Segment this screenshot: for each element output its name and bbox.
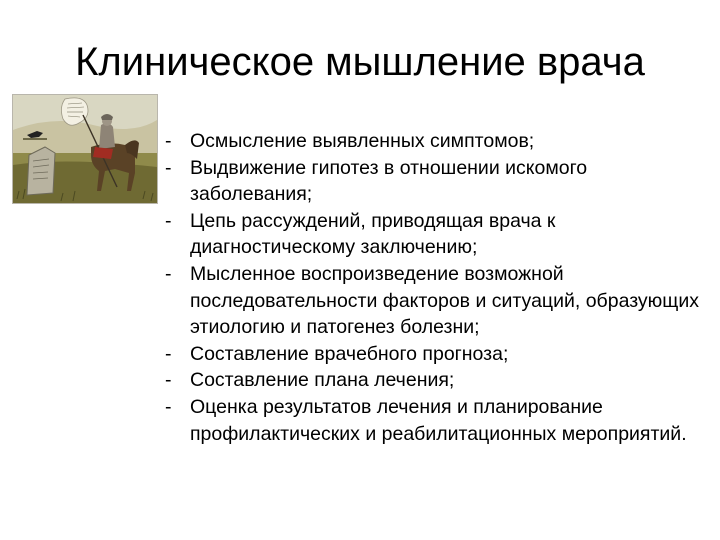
list-item xyxy=(165,128,710,155)
bullet-dash: - xyxy=(165,130,172,152)
bullet-dash: - xyxy=(165,209,172,232)
list-item xyxy=(165,367,710,394)
list-item-text: Осмысление выявленных симптомов; xyxy=(190,130,535,152)
bullet-dash: - xyxy=(165,395,172,418)
list-item xyxy=(165,341,710,368)
list-item-text: Составление врачебного прогноза; xyxy=(190,342,509,365)
bullet-dash: - xyxy=(165,156,172,179)
bullet-list xyxy=(165,128,710,447)
list-item-text: Оценка результатов лечения и планирование профилактических и реабилитационных мероприятий. xyxy=(190,395,687,445)
list-item-text: Выдвижение гипотез в отношении искомого заболевания; xyxy=(190,156,588,206)
bullet-dash: - xyxy=(165,369,172,392)
list-item-text: Составление плана лечения; xyxy=(190,369,455,392)
list-item xyxy=(165,155,710,208)
list-item-text: Цепь рассуждений, приводящая врача к диагностическому заключению; xyxy=(190,209,556,259)
bullet-dash: - xyxy=(165,342,172,365)
knight-at-crossroads-painting-icon xyxy=(12,94,158,204)
list-item xyxy=(165,208,710,261)
slide-title: Клиническое мышление врача xyxy=(75,40,645,84)
list-item xyxy=(165,394,710,447)
list-item-text: Мысленное воспроизведение возможной последовательности факторов и ситуаций, образующих этиологию и патогенез болезни; xyxy=(190,262,699,339)
list-item xyxy=(165,261,710,341)
bullet-dash: - xyxy=(165,262,172,285)
